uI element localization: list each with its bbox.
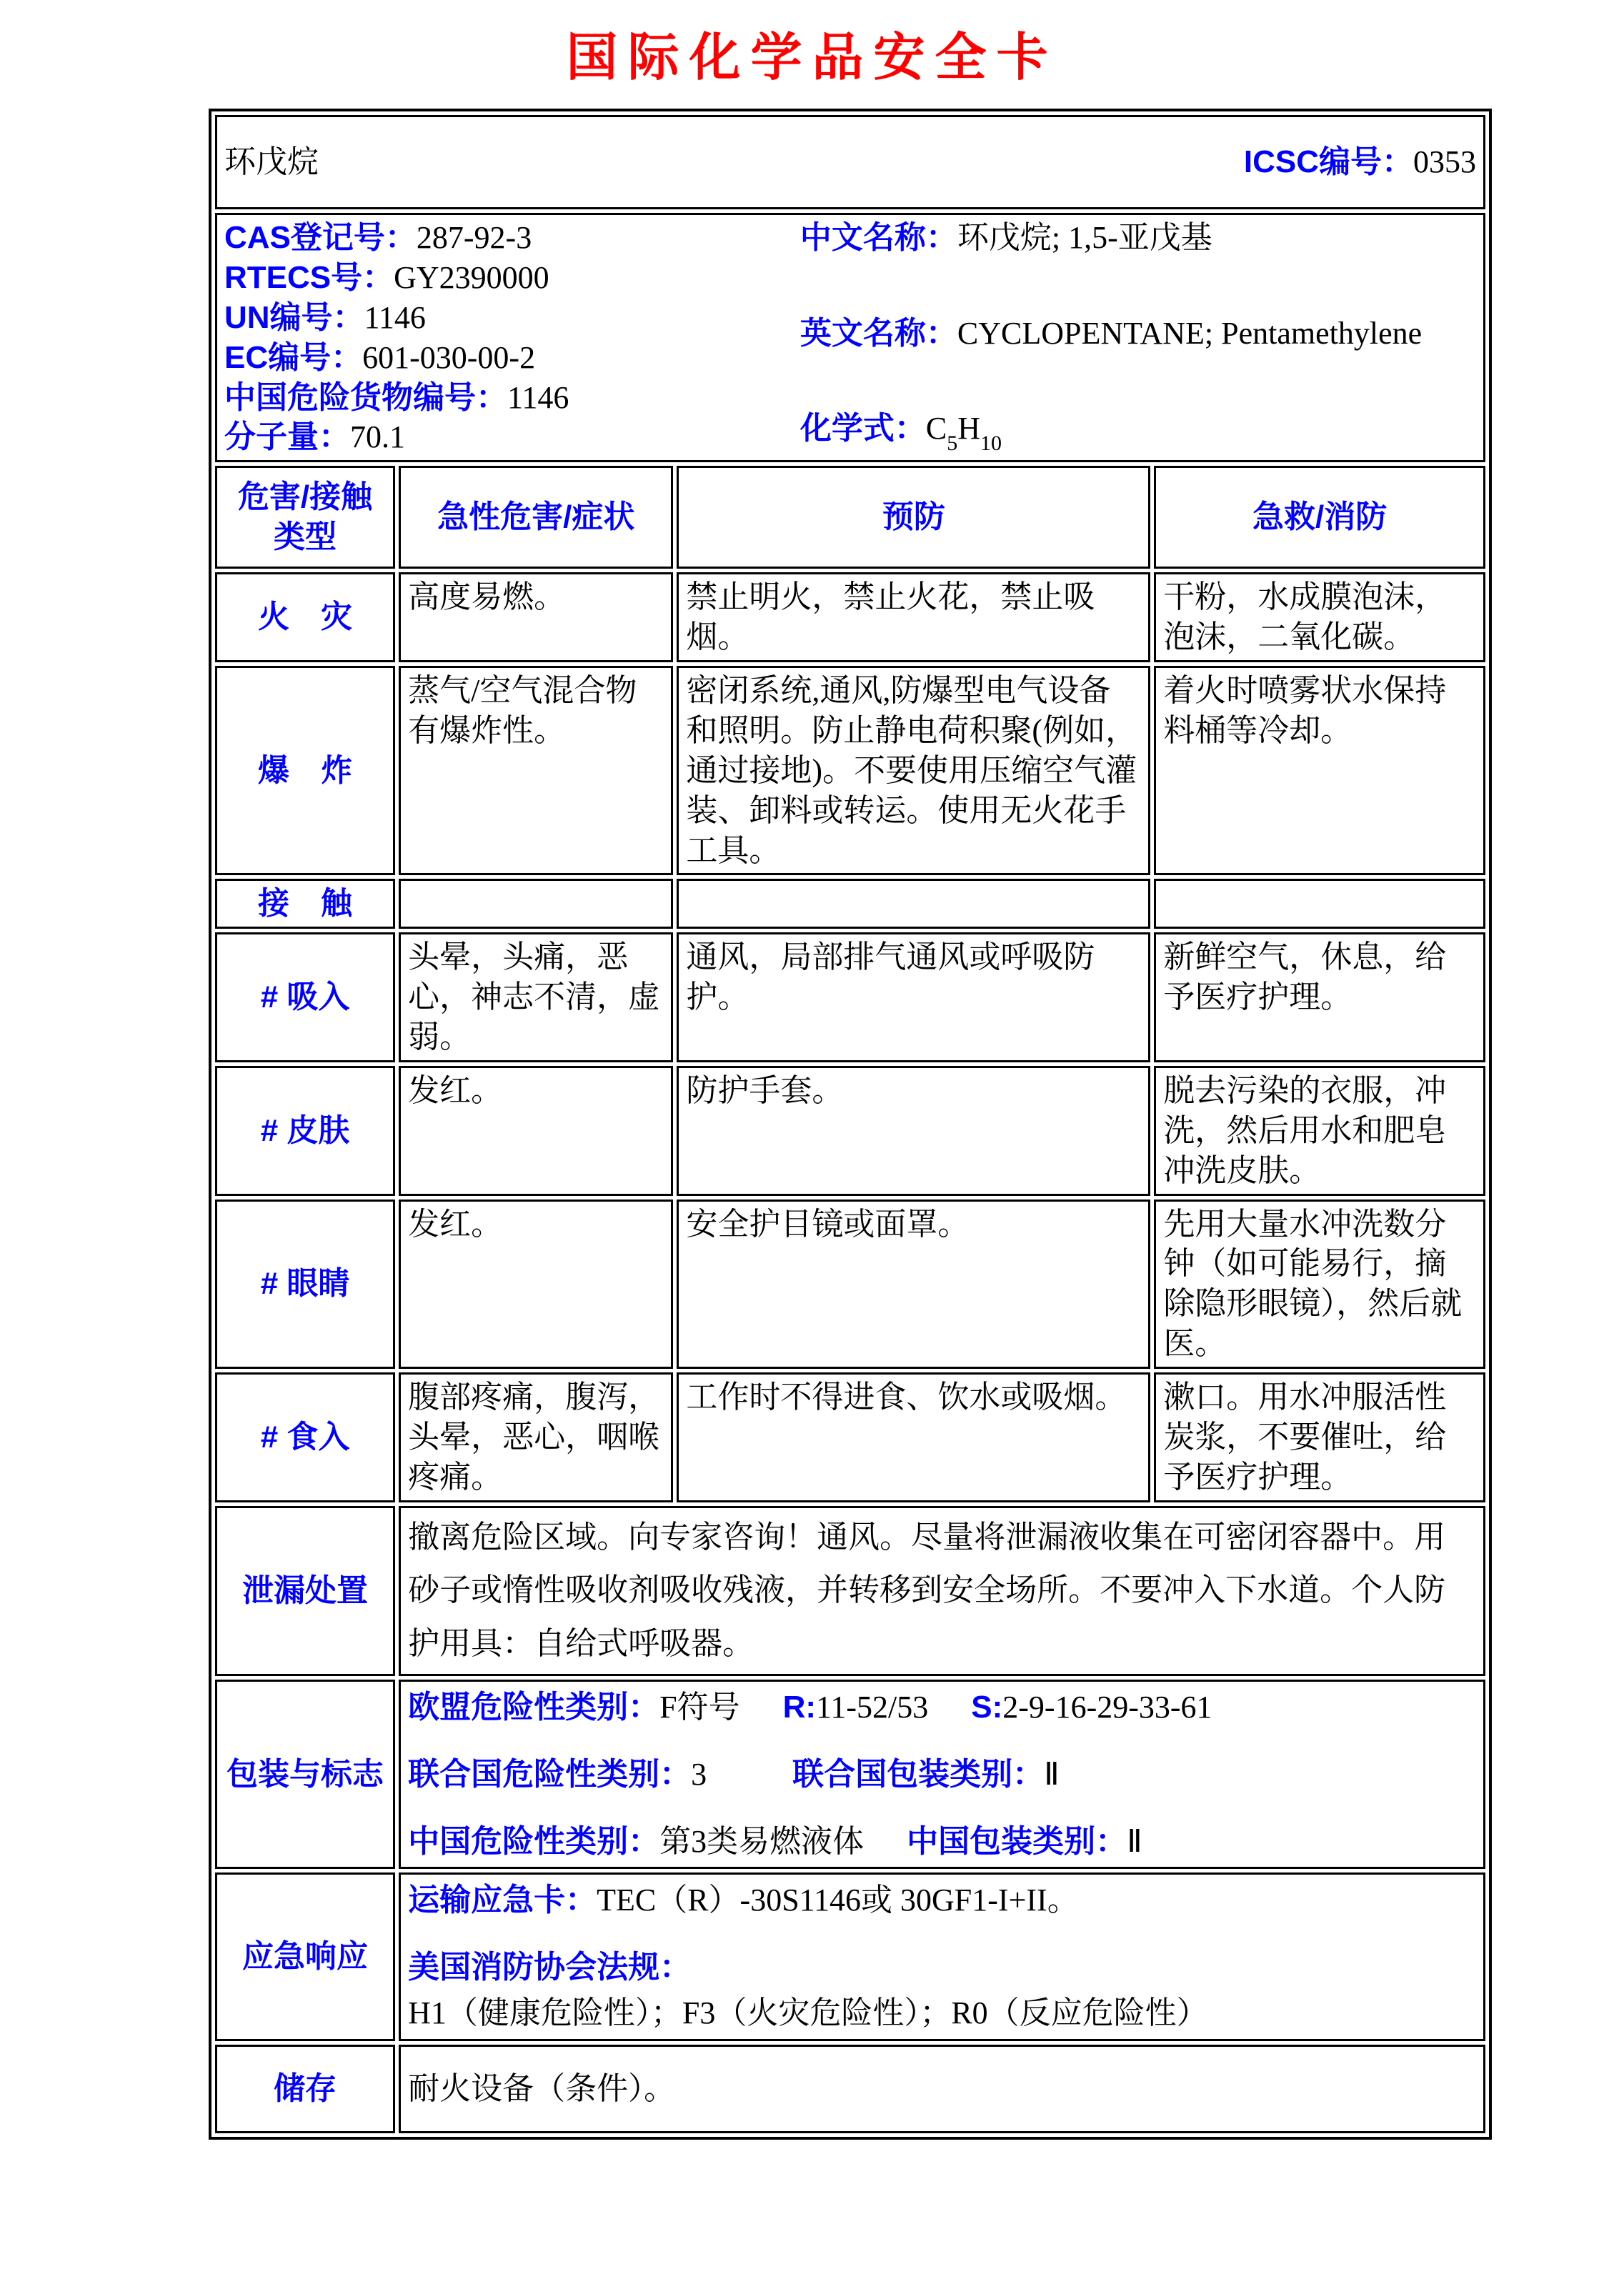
contact-prevention: [677, 879, 1150, 929]
skin-prevention: 防护手套。: [677, 1066, 1150, 1196]
english-name-label: 英文名称：: [799, 315, 957, 351]
name-row-cell: [215, 115, 1485, 209]
transport-emergency-card-line: [408, 1877, 1476, 1923]
explosion-symptoms: 蒸气/空气混合物有爆炸性。: [399, 666, 673, 875]
ec-number-label: EC编号：: [224, 339, 363, 375]
hazard-type-contact: 接 触: [215, 879, 395, 929]
formula-h-subscript: 10: [980, 432, 1002, 456]
molecular-weight-value: 70.1: [350, 419, 405, 455]
s-phrases-label: S:: [971, 1690, 1003, 1725]
china-packing-group-label: 中国包装类别：: [907, 1823, 1127, 1859]
china-hazard-class-label: 中国危险性类别：: [408, 1823, 660, 1859]
cas-number-line: [224, 218, 800, 258]
nfpa-code-line: [408, 1945, 1476, 2036]
china-dg-number-value: 1146: [507, 379, 569, 415]
china-class-line: [408, 1819, 1476, 1865]
identification-cell: [215, 213, 1485, 462]
hazard-row-eyes: [215, 1200, 1485, 1370]
explosion-response: 着火时喷雾状水保持料桶等冷却。: [1154, 666, 1485, 875]
hazard-header-response: 急救/消防: [1154, 466, 1485, 569]
hazard-header-type-line1: 危害/接触: [237, 479, 373, 515]
hazard-header-prevention: 预防: [677, 466, 1150, 569]
cas-number-label: CAS登记号：: [224, 220, 417, 255]
un-packing-group-value: Ⅱ: [1044, 1756, 1060, 1792]
chinese-name-line: [800, 218, 1476, 258]
formula-c: C: [925, 411, 947, 447]
china-packing-group-value: Ⅱ: [1127, 1823, 1142, 1859]
ec-number-line: [224, 338, 800, 378]
icsc-number-label: ICSC编号：: [1243, 144, 1413, 180]
ec-number-value: 601-030-00-2: [362, 339, 536, 375]
hazard-row-fire: [215, 572, 1485, 662]
hazard-row-inhalation: [215, 932, 1485, 1062]
chemical-formula-line: [800, 409, 1476, 457]
hazard-type-eyes: # 眼睛: [215, 1200, 395, 1370]
spill-disposal-row: [215, 1506, 1485, 1676]
china-dg-number-label: 中国危险货物编号：: [224, 379, 507, 415]
un-number-line: [224, 298, 800, 338]
cas-number-value: 287-92-3: [416, 220, 532, 255]
packaging-row: [215, 1680, 1485, 1869]
chinese-name-value: 环戊烷; 1,5-亚戊基: [957, 220, 1212, 255]
storage-row: [215, 2045, 1485, 2133]
packaging-cell: [399, 1680, 1485, 1869]
contact-symptoms: [399, 879, 673, 929]
emergency-response-row: [215, 1872, 1485, 2040]
packaging-label: 包装与标志: [215, 1680, 395, 1869]
fire-symptoms: 高度易燃。: [399, 572, 673, 662]
hazard-type-ingestion: # 食入: [215, 1372, 395, 1502]
rtecs-number-value: GY2390000: [394, 259, 549, 295]
identification-right-column: [800, 218, 1476, 457]
skin-response: 脱去污染的衣服，冲洗，然后用水和肥皂冲洗皮肤。: [1154, 1066, 1485, 1196]
hazard-row-contact: [215, 879, 1485, 929]
molecular-weight-label: 分子量：: [224, 419, 350, 455]
eyes-response: 先用大量水冲洗数分钟（如可能易行，摘除隐形眼镜），然后就医。: [1154, 1200, 1485, 1370]
eyes-symptoms: 发红。: [399, 1200, 673, 1370]
fire-prevention: 禁止明火，禁止火花，禁止吸烟。: [677, 572, 1150, 662]
ingestion-prevention: 工作时不得进食、饮水或吸烟。: [677, 1372, 1150, 1502]
chemical-name-cn: 环戊烷: [224, 144, 319, 180]
hazard-type-skin: # 皮肤: [215, 1066, 395, 1196]
page-title: 国际化学品安全卡: [566, 29, 1058, 86]
ingestion-symptoms: 腹部疼痛，腹泻，头晕，恶心，咽喉疼痛。: [399, 1372, 673, 1502]
storage-text: 耐火设备（条件）。: [399, 2045, 1485, 2133]
skin-symptoms: 发红。: [399, 1066, 673, 1196]
chinese-name-label: 中文名称：: [799, 220, 957, 255]
chemical-formula-label: 化学式：: [799, 411, 926, 447]
un-number-value: 1146: [364, 299, 426, 335]
emergency-response-label: 应急响应: [215, 1872, 395, 2040]
contact-response: [1154, 879, 1485, 929]
formula-h: H: [957, 411, 981, 447]
hazard-row-skin: [215, 1066, 1485, 1196]
chemical-formula-value: [925, 411, 1002, 456]
hazard-type-explosion: 爆 炸: [215, 666, 395, 875]
hazard-header-type-line2: 类型: [274, 519, 337, 555]
un-hazard-class-value: 3: [691, 1756, 707, 1792]
storage-label: 储存: [215, 2045, 395, 2133]
hazard-type-inhalation: # 吸入: [215, 932, 395, 1062]
spill-disposal-label: 泄漏处置: [215, 1506, 395, 1676]
inhalation-symptoms: 头晕，头痛，恶心，神志不清，虚弱。: [399, 932, 673, 1062]
hazard-header-row: [215, 466, 1485, 569]
hazard-type-fire: 火 灾: [215, 572, 395, 662]
r-phrases-value: 11-52/53: [816, 1690, 929, 1725]
un-class-line: [408, 1752, 1476, 1797]
molecular-weight-line: [224, 417, 800, 457]
transport-emergency-card-value: TEC（R）-30S1146或 30GF1-I+II。: [597, 1882, 1079, 1918]
inhalation-response: 新鲜空气，休息，给予医疗护理。: [1154, 932, 1485, 1062]
icsc-card-table: [209, 109, 1492, 2140]
identification-left-column: [224, 218, 800, 457]
english-name-line: [800, 314, 1476, 354]
eyes-prevention: 安全护目镜或面罩。: [677, 1200, 1150, 1370]
rtecs-number-line: [224, 258, 800, 298]
un-hazard-class-label: 联合国危险性类别：: [408, 1756, 692, 1792]
rtecs-number-label: RTECS号：: [224, 259, 394, 295]
eu-hazard-class-label: 欧盟危险性类别：: [408, 1690, 660, 1725]
spill-disposal-text: 撤离危险区域。向专家咨询！通风。尽量将泄漏液收集在可密闭容器中。用砂子或惰性吸收剂吸收残液，并转移到安全场所。不要冲入下水道。个人防护用具：自给式呼吸器。: [399, 1506, 1485, 1676]
formula-c-subscript: 5: [947, 432, 958, 456]
hazard-header-type: [215, 466, 395, 569]
r-phrases-label: R:: [782, 1690, 817, 1725]
china-hazard-class-value: 第3类易燃液体: [659, 1823, 865, 1859]
hazard-header-symptoms: 急性危害/症状: [399, 466, 673, 569]
transport-emergency-card-label: 运输应急卡：: [408, 1882, 597, 1918]
nfpa-code-label: 美国消防协会法规：: [408, 1950, 692, 1985]
hazard-row-explosion: [215, 666, 1485, 875]
fire-response: 干粉，水成膜泡沫，泡沫，二氧化碳。: [1154, 572, 1485, 662]
identification-row: [215, 213, 1485, 462]
hazard-row-ingestion: [215, 1372, 1485, 1502]
eu-hazard-class-line: [408, 1685, 1476, 1730]
s-phrases-value: 2-9-16-29-33-61: [1002, 1690, 1212, 1725]
explosion-prevention: 密闭系统,通风,防爆型电气设备和照明。防止静电荷积聚(例如，通过接地)。不要使用压缩空气灌装、卸料或转运。使用无火花手工具。: [677, 666, 1150, 875]
emergency-response-cell: [399, 1872, 1485, 2040]
nfpa-code-value: H1（健康危险性）；F3（火灾危险性）；R0（反应危险性）: [408, 1995, 1208, 2030]
un-packing-group-label: 联合国包装类别：: [792, 1756, 1045, 1792]
name-row: [215, 115, 1485, 209]
english-name-value: CYCLOPENTANE; Pentamethylene: [957, 315, 1423, 351]
ingestion-response: 漱口。用水冲服活性炭浆，不要催吐，给予医疗护理。: [1154, 1372, 1485, 1502]
icsc-number: [1244, 142, 1476, 182]
inhalation-prevention: 通风，局部排气通风或呼吸防护。: [677, 932, 1150, 1062]
icsc-number-value: 0353: [1413, 144, 1476, 180]
china-dg-number-line: [224, 378, 800, 418]
eu-hazard-class-value: F符号: [659, 1690, 740, 1725]
un-number-label: UN编号：: [224, 299, 364, 335]
